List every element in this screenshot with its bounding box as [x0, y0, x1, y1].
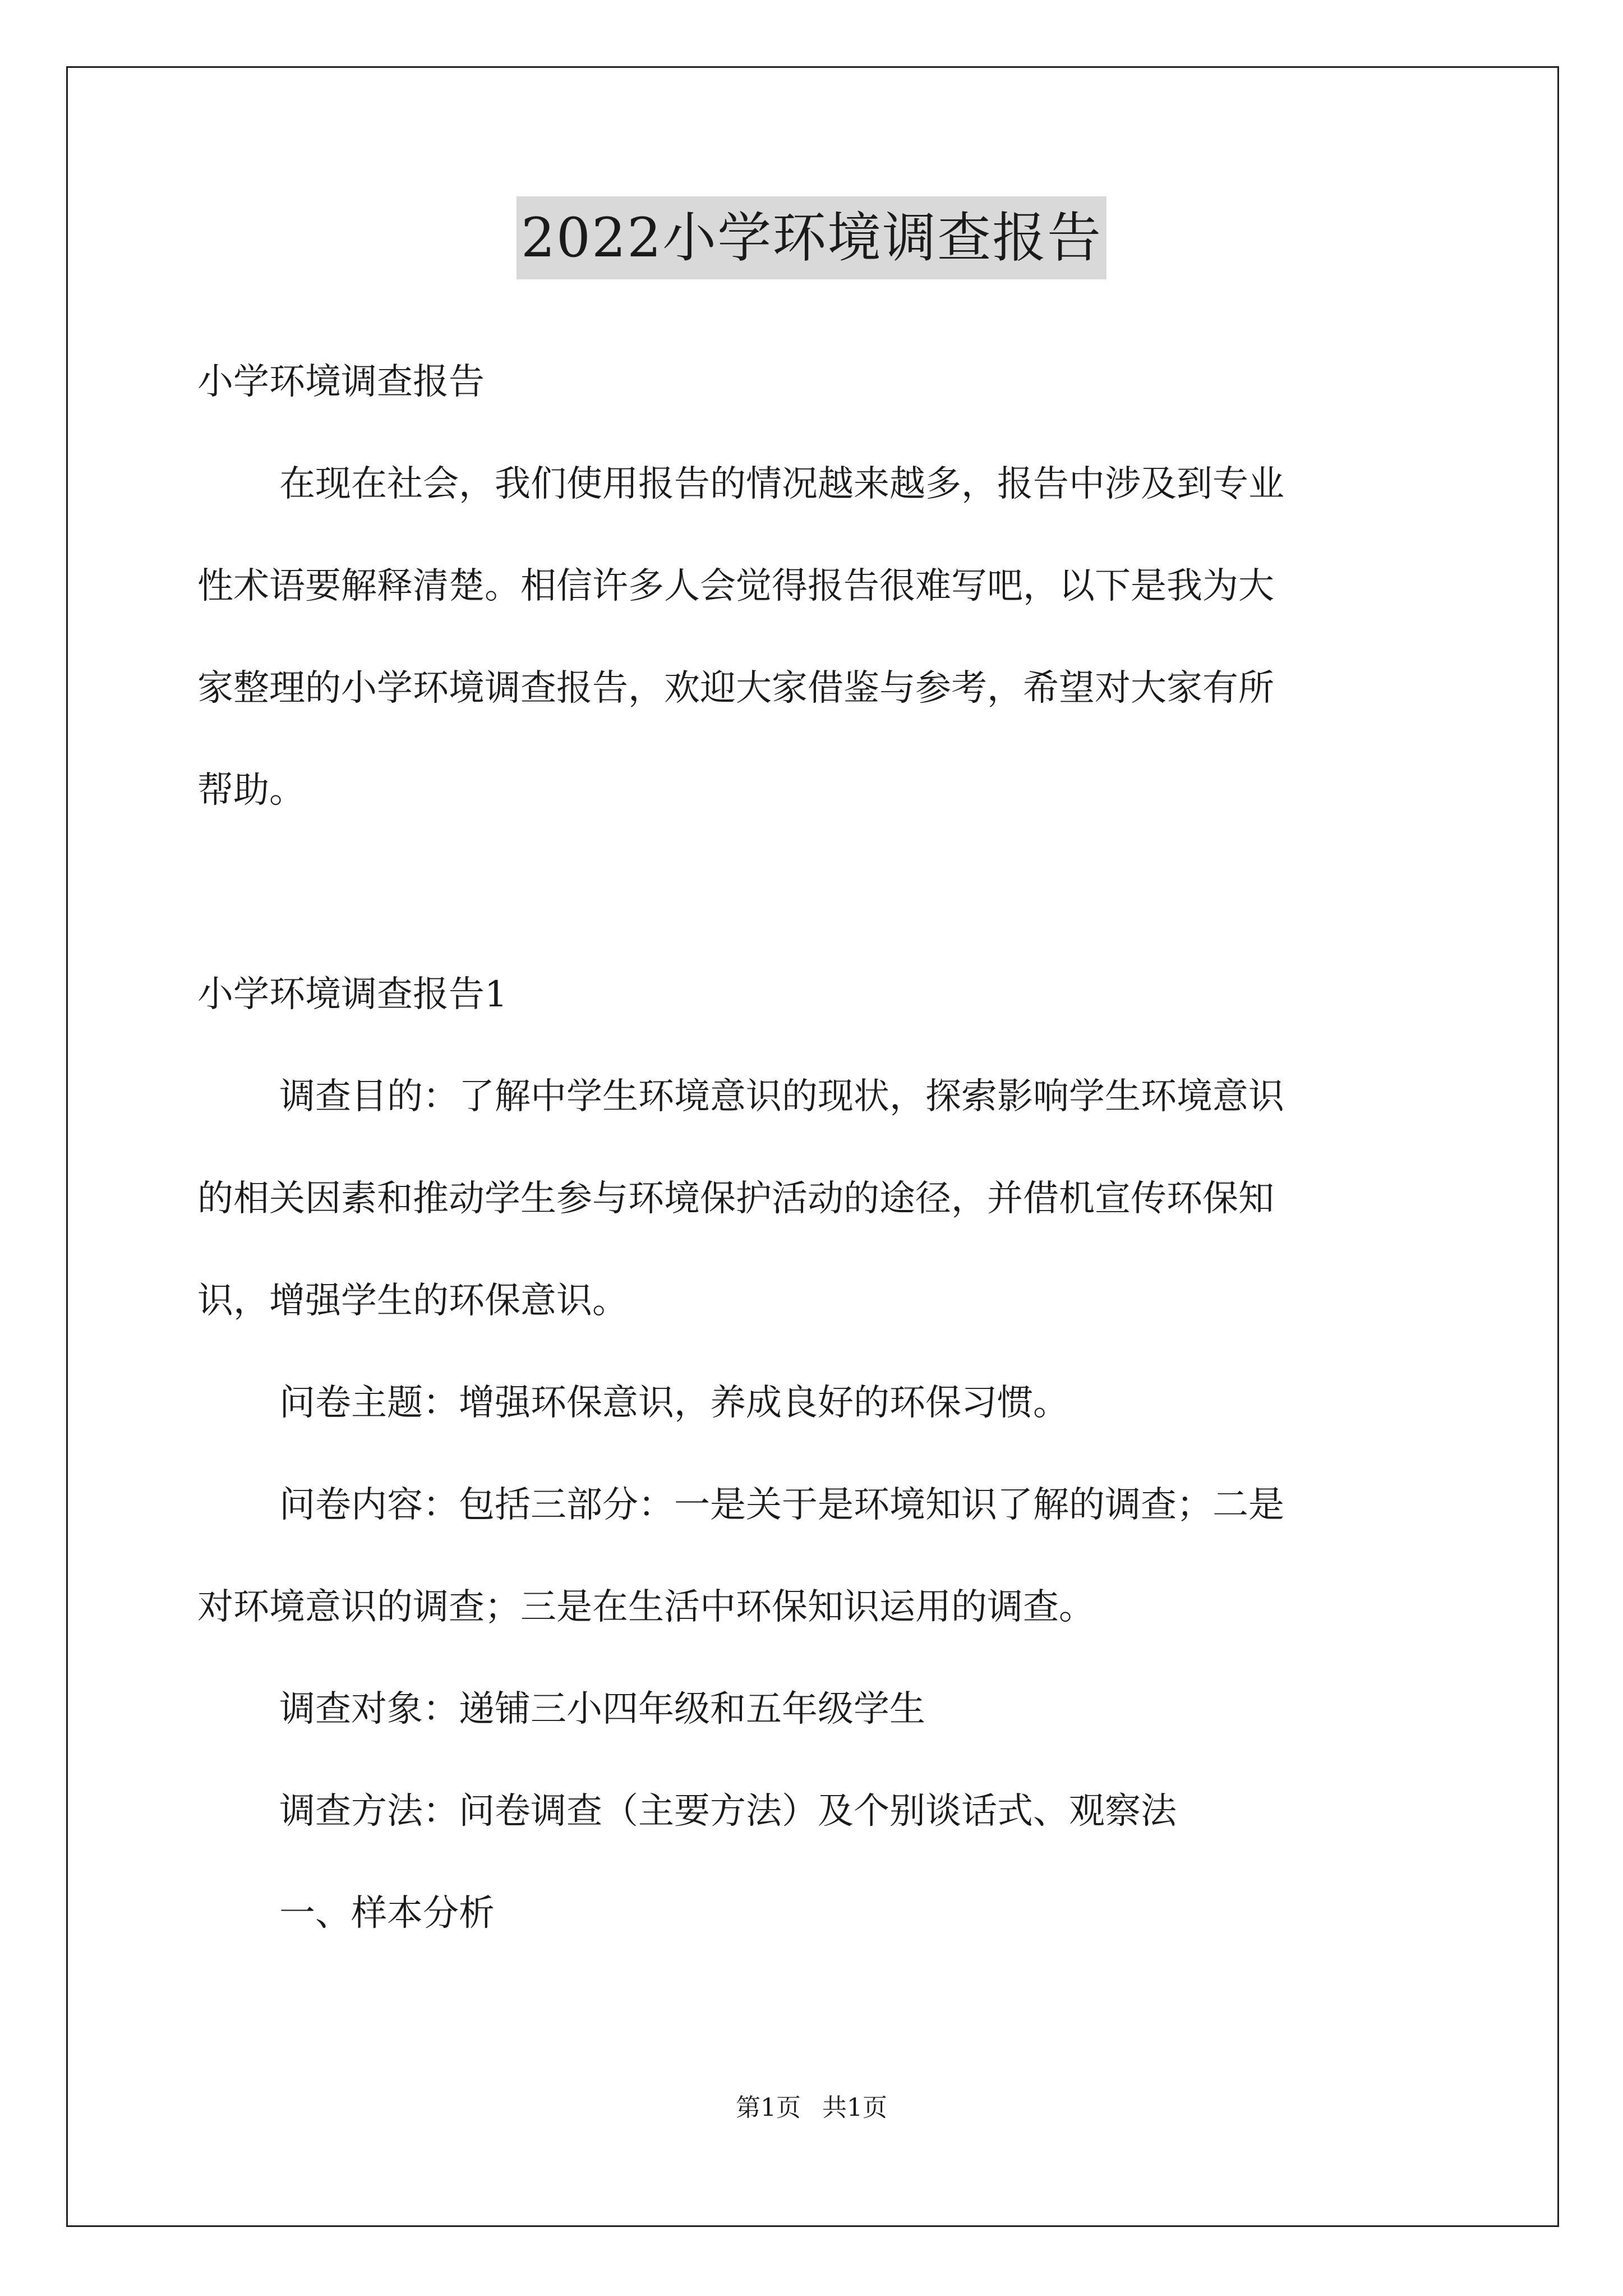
target-line: 调查对象：递铺三小四年级和五年级学生 [279, 1688, 925, 1730]
title-block [0, 196, 1623, 279]
intro-line-1: 在现在社会，我们使用报告的情况越来越多，报告中涉及到专业 [279, 463, 1284, 505]
page-footer [0, 2091, 1623, 2125]
page-total: 共1页 [822, 2093, 887, 2122]
purpose-line-1: 调查目的：了解中学生环境意识的现状，探索影响学生环境意识 [279, 1076, 1284, 1117]
subtitle: 小学环境调查报告 [197, 361, 485, 403]
content-line-1: 问卷内容：包括三部分：一是关于是环境知识了解的调查；二是 [279, 1484, 1284, 1526]
purpose-line-2: 的相关因素和推动学生参与环境保护活动的途径，并借机宣传环保知 [197, 1178, 1274, 1220]
document-body [197, 331, 1431, 1964]
method-line: 调查方法：问卷调查（主要方法）及个别谈话式、观察法 [279, 1791, 1177, 1832]
page-number: 第1页 [736, 2093, 801, 2122]
heading-sample-analysis: 一、样本分析 [279, 1893, 495, 1934]
section-title: 小学环境调查报告1 [197, 974, 508, 1015]
intro-line-2: 性术语要解释清楚。相信许多人会觉得报告很难写吧，以下是我为大 [197, 565, 1274, 607]
theme-line: 问卷主题：增强环保意识，养成良好的环保习惯。 [279, 1382, 1069, 1424]
content-line-2: 对环境意识的调查；三是在生活中环保知识运用的调查。 [197, 1586, 1095, 1628]
spacer [197, 841, 1431, 944]
intro-line-4: 帮助。 [197, 770, 305, 811]
intro-line-3: 家整理的小学环境调查报告，欢迎大家借鉴与参考，希望对大家有所 [197, 668, 1274, 709]
purpose-line-3: 识，增强学生的环保意识。 [197, 1280, 628, 1322]
document-title: 2022小学环境调查报告 [517, 196, 1106, 279]
